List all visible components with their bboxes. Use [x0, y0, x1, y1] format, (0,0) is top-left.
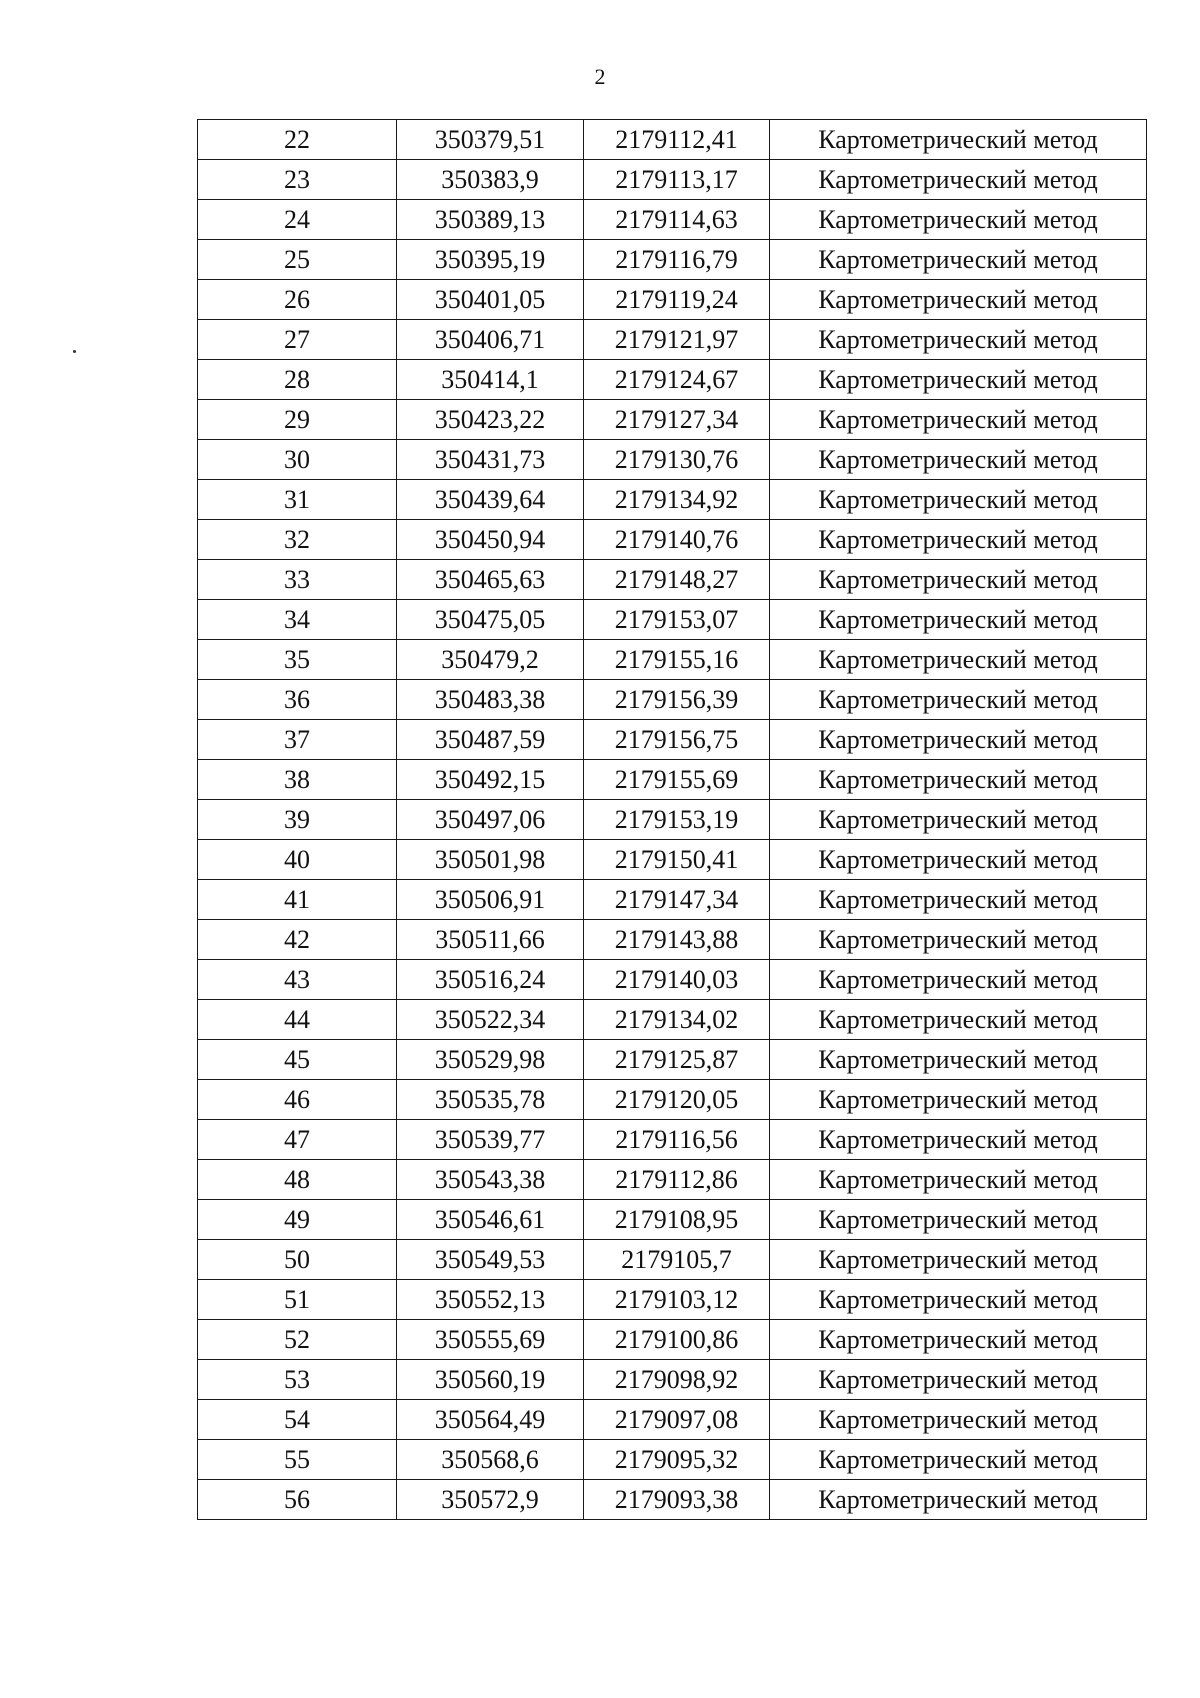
- y-coordinate-cell: 2179143,88: [584, 920, 770, 960]
- x-coordinate-cell: 350564,49: [397, 1400, 584, 1440]
- table-row: [198, 520, 1147, 560]
- x-coordinate-cell: 350511,66: [397, 920, 584, 960]
- point-number-cell: 55: [198, 1440, 397, 1480]
- method-cell: Картометрический метод: [770, 880, 1147, 920]
- y-coordinate-cell: 2179140,03: [584, 960, 770, 1000]
- table-row: [198, 1320, 1147, 1360]
- y-coordinate-cell: 2179112,41: [584, 120, 770, 160]
- x-coordinate-cell: 350560,19: [397, 1360, 584, 1400]
- y-coordinate-cell: 2179156,39: [584, 680, 770, 720]
- x-coordinate-cell: 350395,19: [397, 240, 584, 280]
- table-row: [198, 320, 1147, 360]
- coordinates-table-body: [198, 120, 1147, 1520]
- point-number-cell: 25: [198, 240, 397, 280]
- method-cell: Картометрический метод: [770, 1120, 1147, 1160]
- table-row: [198, 1240, 1147, 1280]
- table-row: [198, 1160, 1147, 1200]
- page-number: 2: [594, 64, 606, 89]
- table-row: [198, 1280, 1147, 1320]
- x-coordinate-cell: 350465,63: [397, 560, 584, 600]
- table-row: [198, 600, 1147, 640]
- table-row: [198, 1360, 1147, 1400]
- method-cell: Картометрический метод: [770, 800, 1147, 840]
- method-cell: Картометрический метод: [770, 1360, 1147, 1400]
- method-cell: Картометрический метод: [770, 1320, 1147, 1360]
- table-row: [198, 920, 1147, 960]
- y-coordinate-cell: 2179114,63: [584, 200, 770, 240]
- y-coordinate-cell: 2179150,41: [584, 840, 770, 880]
- y-coordinate-cell: 2179116,79: [584, 240, 770, 280]
- point-number-cell: 40: [198, 840, 397, 880]
- method-cell: Картометрический метод: [770, 920, 1147, 960]
- x-coordinate-cell: 350522,34: [397, 1000, 584, 1040]
- point-number-cell: 31: [198, 480, 397, 520]
- method-cell: Картометрический метод: [770, 240, 1147, 280]
- y-coordinate-cell: 2179119,24: [584, 280, 770, 320]
- point-number-cell: 51: [198, 1280, 397, 1320]
- table-row: [198, 720, 1147, 760]
- y-coordinate-cell: 2179113,17: [584, 160, 770, 200]
- method-cell: Картометрический метод: [770, 1000, 1147, 1040]
- method-cell: Картометрический метод: [770, 1040, 1147, 1080]
- x-coordinate-cell: 350383,9: [397, 160, 584, 200]
- method-cell: Картометрический метод: [770, 280, 1147, 320]
- y-coordinate-cell: 2179156,75: [584, 720, 770, 760]
- table-row: [198, 1120, 1147, 1160]
- x-coordinate-cell: 350529,98: [397, 1040, 584, 1080]
- y-coordinate-cell: 2179124,67: [584, 360, 770, 400]
- y-coordinate-cell: 2179100,86: [584, 1320, 770, 1360]
- y-coordinate-cell: 2179130,76: [584, 440, 770, 480]
- y-coordinate-cell: 2179134,02: [584, 1000, 770, 1040]
- x-coordinate-cell: 350497,06: [397, 800, 584, 840]
- y-coordinate-cell: 2179134,92: [584, 480, 770, 520]
- x-coordinate-cell: 350475,05: [397, 600, 584, 640]
- table-row: [198, 120, 1147, 160]
- point-number-cell: 45: [198, 1040, 397, 1080]
- point-number-cell: 35: [198, 640, 397, 680]
- y-coordinate-cell: 2179153,07: [584, 600, 770, 640]
- point-number-cell: 53: [198, 1360, 397, 1400]
- point-number-cell: 26: [198, 280, 397, 320]
- method-cell: Картометрический метод: [770, 960, 1147, 1000]
- x-coordinate-cell: 350539,77: [397, 1120, 584, 1160]
- x-coordinate-cell: 350414,1: [397, 360, 584, 400]
- x-coordinate-cell: 350516,24: [397, 960, 584, 1000]
- table-row: [198, 1040, 1147, 1080]
- x-coordinate-cell: 350506,91: [397, 880, 584, 920]
- x-coordinate-cell: 350389,13: [397, 200, 584, 240]
- x-coordinate-cell: 350479,2: [397, 640, 584, 680]
- y-coordinate-cell: 2179155,16: [584, 640, 770, 680]
- point-number-cell: 47: [198, 1120, 397, 1160]
- point-number-cell: 46: [198, 1080, 397, 1120]
- table-row: [198, 760, 1147, 800]
- x-coordinate-cell: 350379,51: [397, 120, 584, 160]
- point-number-cell: 22: [198, 120, 397, 160]
- x-coordinate-cell: 350487,59: [397, 720, 584, 760]
- table-row: [198, 880, 1147, 920]
- point-number-cell: 27: [198, 320, 397, 360]
- x-coordinate-cell: 350431,73: [397, 440, 584, 480]
- point-number-cell: 28: [198, 360, 397, 400]
- y-coordinate-cell: 2179095,32: [584, 1440, 770, 1480]
- y-coordinate-cell: 2179098,92: [584, 1360, 770, 1400]
- method-cell: Картометрический метод: [770, 160, 1147, 200]
- point-number-cell: 24: [198, 200, 397, 240]
- y-coordinate-cell: 2179105,7: [584, 1240, 770, 1280]
- point-number-cell: 41: [198, 880, 397, 920]
- x-coordinate-cell: 350492,15: [397, 760, 584, 800]
- method-cell: Картометрический метод: [770, 600, 1147, 640]
- y-coordinate-cell: 2179127,34: [584, 400, 770, 440]
- method-cell: Картометрический метод: [770, 1400, 1147, 1440]
- point-number-cell: 43: [198, 960, 397, 1000]
- method-cell: Картометрический метод: [770, 1240, 1147, 1280]
- x-coordinate-cell: 350543,38: [397, 1160, 584, 1200]
- method-cell: Картометрический метод: [770, 120, 1147, 160]
- method-cell: Картометрический метод: [770, 200, 1147, 240]
- table-row: [198, 480, 1147, 520]
- x-coordinate-cell: 350568,6: [397, 1440, 584, 1480]
- y-coordinate-cell: 2179147,34: [584, 880, 770, 920]
- y-coordinate-cell: 2179093,38: [584, 1480, 770, 1520]
- method-cell: Картометрический метод: [770, 320, 1147, 360]
- table-row: [198, 960, 1147, 1000]
- y-coordinate-cell: 2179120,05: [584, 1080, 770, 1120]
- table-row: [198, 360, 1147, 400]
- x-coordinate-cell: 350552,13: [397, 1280, 584, 1320]
- point-number-cell: 30: [198, 440, 397, 480]
- table-row: [198, 240, 1147, 280]
- table-row: [198, 840, 1147, 880]
- method-cell: Картометрический метод: [770, 760, 1147, 800]
- y-coordinate-cell: 2179108,95: [584, 1200, 770, 1240]
- x-coordinate-cell: 350501,98: [397, 840, 584, 880]
- x-coordinate-cell: 350450,94: [397, 520, 584, 560]
- point-number-cell: 33: [198, 560, 397, 600]
- x-coordinate-cell: 350483,38: [397, 680, 584, 720]
- table-row: [198, 560, 1147, 600]
- table-row: [198, 280, 1147, 320]
- x-coordinate-cell: 350549,53: [397, 1240, 584, 1280]
- table-row: [198, 400, 1147, 440]
- table-row: [198, 1080, 1147, 1120]
- point-number-cell: 48: [198, 1160, 397, 1200]
- x-coordinate-cell: 350546,61: [397, 1200, 584, 1240]
- point-number-cell: 54: [198, 1400, 397, 1440]
- method-cell: Картометрический метод: [770, 480, 1147, 520]
- y-coordinate-cell: 2179148,27: [584, 560, 770, 600]
- x-coordinate-cell: 350572,9: [397, 1480, 584, 1520]
- table-row: [198, 1480, 1147, 1520]
- method-cell: Картометрический метод: [770, 1160, 1147, 1200]
- table-row: [198, 1000, 1147, 1040]
- method-cell: Картометрический метод: [770, 840, 1147, 880]
- point-number-cell: 56: [198, 1480, 397, 1520]
- point-number-cell: 44: [198, 1000, 397, 1040]
- x-coordinate-cell: 350423,22: [397, 400, 584, 440]
- method-cell: Картометрический метод: [770, 720, 1147, 760]
- x-coordinate-cell: 350555,69: [397, 1320, 584, 1360]
- y-coordinate-cell: 2179112,86: [584, 1160, 770, 1200]
- table-row: [198, 680, 1147, 720]
- point-number-cell: 37: [198, 720, 397, 760]
- method-cell: Картометрический метод: [770, 1480, 1147, 1520]
- x-coordinate-cell: 350535,78: [397, 1080, 584, 1120]
- point-number-cell: 34: [198, 600, 397, 640]
- method-cell: Картометрический метод: [770, 680, 1147, 720]
- x-coordinate-cell: 350401,05: [397, 280, 584, 320]
- point-number-cell: 52: [198, 1320, 397, 1360]
- point-number-cell: 42: [198, 920, 397, 960]
- method-cell: Картометрический метод: [770, 560, 1147, 600]
- y-coordinate-cell: 2179140,76: [584, 520, 770, 560]
- table-row: [198, 640, 1147, 680]
- table-row: [198, 1400, 1147, 1440]
- table-row: [198, 160, 1147, 200]
- method-cell: Картометрический метод: [770, 1440, 1147, 1480]
- point-number-cell: 39: [198, 800, 397, 840]
- point-number-cell: 50: [198, 1240, 397, 1280]
- y-coordinate-cell: 2179097,08: [584, 1400, 770, 1440]
- table-row: [198, 1200, 1147, 1240]
- y-coordinate-cell: 2179116,56: [584, 1120, 770, 1160]
- method-cell: Картометрический метод: [770, 520, 1147, 560]
- method-cell: Картометрический метод: [770, 1280, 1147, 1320]
- y-coordinate-cell: 2179153,19: [584, 800, 770, 840]
- coordinates-table: [197, 119, 1147, 1520]
- point-number-cell: 23: [198, 160, 397, 200]
- x-coordinate-cell: 350406,71: [397, 320, 584, 360]
- y-coordinate-cell: 2179121,97: [584, 320, 770, 360]
- table-row: [198, 200, 1147, 240]
- method-cell: Картометрический метод: [770, 360, 1147, 400]
- method-cell: Картометрический метод: [770, 1080, 1147, 1120]
- table-row: [198, 440, 1147, 480]
- y-coordinate-cell: 2179155,69: [584, 760, 770, 800]
- method-cell: Картометрический метод: [770, 400, 1147, 440]
- scan-artifact-dot: [73, 350, 76, 353]
- point-number-cell: 29: [198, 400, 397, 440]
- method-cell: Картометрический метод: [770, 1200, 1147, 1240]
- table-row: [198, 1440, 1147, 1480]
- point-number-cell: 36: [198, 680, 397, 720]
- table-row: [198, 800, 1147, 840]
- point-number-cell: 32: [198, 520, 397, 560]
- y-coordinate-cell: 2179125,87: [584, 1040, 770, 1080]
- method-cell: Картометрический метод: [770, 640, 1147, 680]
- point-number-cell: 49: [198, 1200, 397, 1240]
- x-coordinate-cell: 350439,64: [397, 480, 584, 520]
- method-cell: Картометрический метод: [770, 440, 1147, 480]
- point-number-cell: 38: [198, 760, 397, 800]
- y-coordinate-cell: 2179103,12: [584, 1280, 770, 1320]
